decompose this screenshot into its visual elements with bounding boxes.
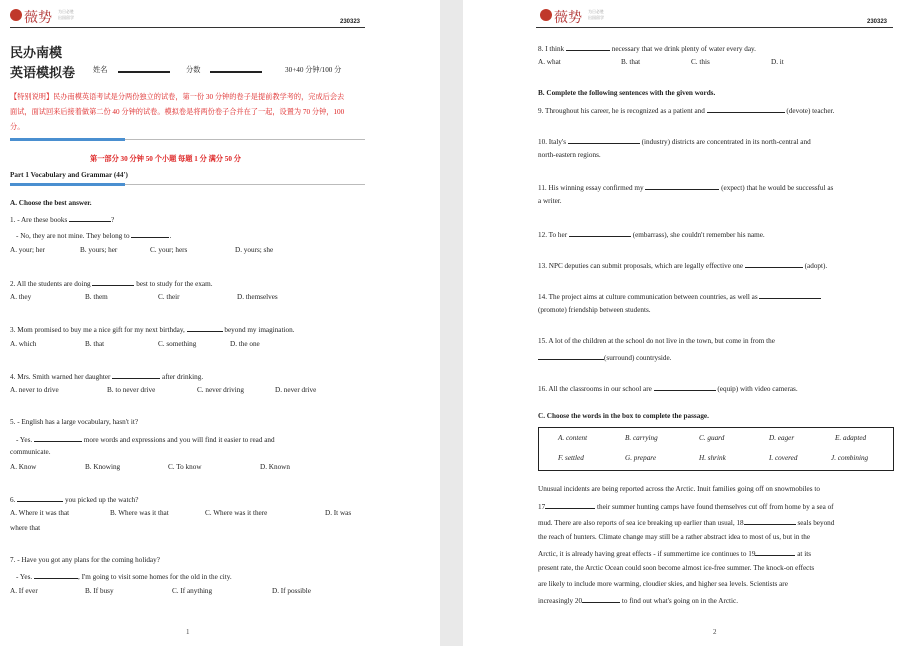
word-option-h: H. shrink: [699, 454, 726, 462]
question-13: 13. NPC deputies can submit proposals, which are legally effective one (adopt).: [538, 262, 828, 270]
subsection-c: C. Choose the words in the box to complete the passage.: [538, 412, 709, 420]
word-box: [538, 427, 894, 471]
q2-option-d: D. themselves: [237, 293, 278, 301]
question-7-reply: - Yes. , I'm going to visit some homes for the old in the city.: [16, 573, 232, 581]
q7-option-d: D. If possible: [272, 587, 311, 595]
word-option-e: E. adapted: [835, 434, 867, 442]
part-bar-track: [125, 184, 365, 185]
q6-option-d-cont: where that: [10, 524, 41, 532]
name-blank: [118, 71, 170, 73]
question-9: 9. Throughout his career, he is recognized as a patient and (devote) teacher.: [538, 107, 835, 115]
subsection-a: A. Choose the best answer.: [10, 199, 92, 207]
document-page-1: [0, 0, 440, 646]
q4-option-a: A. never to drive: [10, 386, 59, 394]
brand-subtitle-1b: 为日必胜: [588, 9, 604, 14]
word-option-b: B. carrying: [625, 434, 658, 442]
q8-option-c: C. this: [691, 58, 710, 66]
q7-option-b: B. If busy: [85, 587, 114, 595]
passage-line-4: the reach of hunters. Climate change may still be a rather abstract idea to most of us, but in the: [538, 533, 811, 541]
section-title: 第一部分 30 分钟 50 个小题 每题 1 分 满分 50 分: [90, 155, 241, 163]
question-14-line-2: (promote) friendship between students.: [538, 306, 651, 314]
question-1-stem: 1. - Are these books ?: [10, 216, 115, 224]
score-blank: [210, 71, 262, 73]
q3-option-d: D. the one: [230, 340, 260, 348]
question-11-line-2: a writer.: [538, 197, 562, 205]
question-16: 16. All the classrooms in our school are (equip) with video cameras.: [538, 385, 798, 393]
question-14-line-1: 14. The project aims at culture communication between countries, as well as: [538, 291, 821, 302]
q2-option-a: A. they: [10, 293, 32, 301]
q6-option-c: C. Where was it there: [205, 509, 268, 517]
document-code-2: 230323: [867, 19, 888, 25]
title-school: 民办南模: [10, 45, 63, 60]
brand-subtitle-1: 为日必胜: [58, 9, 74, 14]
q3-option-c: C. something: [158, 340, 197, 348]
progress-bar-accent: [10, 138, 125, 141]
page-number-1: 1: [186, 628, 190, 636]
progress-bar-track: [125, 139, 365, 140]
time-info: 30+40 分钟/100 分: [285, 66, 342, 74]
word-option-f: F. settled: [558, 454, 584, 462]
word-option-d: D. eager: [769, 434, 795, 442]
q1-option-b: B. yours; her: [80, 246, 118, 254]
q2-option-c: C. their: [158, 293, 180, 301]
document-code: 230323: [340, 19, 361, 25]
passage-line-2: 17 their summer hunting camps have found themselves cut off from home by a sea of: [538, 503, 834, 511]
notice-line-3: 分。: [10, 123, 25, 131]
q4-option-b: B. to never drive: [107, 386, 156, 394]
header-rule: [10, 27, 365, 28]
title-exam: 英语模拟卷: [10, 65, 76, 80]
q2-option-b: B. them: [85, 293, 108, 301]
question-7-stem: 7. - Have you got any plans for the coming holiday?: [10, 556, 160, 564]
brand-logo-text-2: 薇势: [554, 11, 582, 26]
question-5-stem: 5. - English has a large vocabulary, hasn't it?: [10, 418, 139, 426]
q6-option-a: A. Where it was that: [10, 509, 70, 517]
q4-option-d: D. never drive: [275, 386, 317, 394]
question-10-line-2: north-eastern regions.: [538, 151, 601, 159]
notice-line-1: 【特别说明】民办南模英语考试是分两份独立的试卷，第一份 30 分钟的卷子是提前教学考的，完成后会去: [10, 93, 345, 101]
q8-option-a: A. what: [538, 58, 561, 66]
question-1-reply: - No, they are not mine. They belong to .: [16, 232, 172, 240]
passage-line-6: present rate, the Arctic Ocean could soon become almost ice-free summer. The knock-on effects: [538, 564, 815, 572]
question-5-cont: communicate.: [10, 448, 51, 456]
q7-option-a: A. If ever: [10, 587, 38, 595]
brand-subtitle-2b: 出国留学: [588, 15, 604, 20]
question-4-stem: 4. Mrs. Smith warned her daughter after drinking.: [10, 373, 204, 381]
q8-option-b: B. that: [621, 58, 641, 66]
question-2-stem: 2. All the students are doing best to study for the exam.: [10, 280, 213, 288]
passage-line-3: mud. There are also reports of sea ice breaking up earlier than usual, 18 seals beyond: [538, 519, 835, 527]
q1-option-d: D. yours; she: [235, 246, 274, 254]
question-8-stem: 8. I think necessary that we drink plenty of water every day.: [538, 45, 756, 53]
q1-option-a: A. your; her: [10, 246, 45, 254]
page-number-2: 2: [713, 628, 717, 636]
question-15-line-1: 15. A lot of the children at the school do not live in the town, but come in from the: [538, 337, 775, 345]
subsection-b: B. Complete the following sentences with the given words.: [538, 89, 716, 97]
q8-option-d: D. it: [771, 58, 784, 66]
q1-option-c: C. your; hers: [150, 246, 188, 254]
word-option-i: I. covered: [769, 454, 798, 462]
word-option-a: A. content: [558, 434, 588, 442]
brand-logo-icon: [10, 9, 22, 21]
passage-line-7: are likely to include more warming, cloudier skies, and higher sea levels. Scientists are: [538, 580, 788, 588]
brand-subtitle-2: 出国留学: [58, 15, 74, 20]
q3-option-a: A. which: [10, 340, 37, 348]
q5-option-c: C. To know: [168, 463, 202, 471]
header-rule-2: [536, 27, 893, 28]
q5-option-b: B. Knowing: [85, 463, 121, 471]
brand-logo-icon-2: [540, 9, 552, 21]
q3-option-b: B. that: [85, 340, 105, 348]
passage-line-5: Arctic, it is already having great effects - if summertime ice continues to 19 at its: [538, 550, 811, 558]
part-title: Part 1 Vocabulary and Grammar (44'): [10, 171, 128, 179]
question-15-line-2: (surround) countryside.: [538, 352, 671, 363]
q6-option-b: B. Where was it that: [110, 509, 169, 517]
q4-option-c: C. never driving: [197, 386, 244, 394]
passage-line-8: increasingly 20 to find out what's going on in the Arctic.: [538, 597, 739, 605]
notice-line-2: 面试，面试回来后接着做第二份 40 分钟的试卷。模拟卷是将两份卷子合并在了一起，设置为 70 分钟，100: [10, 108, 345, 116]
q7-option-c: C. If anything: [172, 587, 213, 595]
part-bar-accent: [10, 183, 125, 186]
question-6-stem: 6. you picked up the watch?: [10, 496, 139, 504]
name-label: 姓名: [93, 66, 108, 74]
question-3-stem: 3. Mom promised to buy me a nice gift for my next birthday, beyond my imagination.: [10, 326, 295, 334]
brand-logo-text: 薇势: [24, 11, 52, 26]
document-page-2: [463, 0, 903, 646]
question-11-line-1: 11. His winning essay confirmed my (expect) that he would be successful as: [538, 184, 834, 192]
question-5-reply: - Yes. more words and expressions and you will find it easier to read and: [16, 436, 275, 444]
q5-option-a: A. Know: [10, 463, 37, 471]
score-label: 分数: [186, 66, 201, 74]
q6-option-d: D. It was: [325, 509, 352, 517]
passage-line-1: Unusual incidents are being reported across the Arctic. Inuit families going off on snowmobiles to: [538, 485, 820, 493]
word-option-g: G. prepare: [625, 454, 657, 462]
word-option-c: C. guard: [699, 434, 725, 442]
question-10-line-1: 10. Italy's (industry) districts are concentrated in its north-central and: [538, 138, 811, 146]
word-option-j: J. combining: [831, 454, 869, 462]
question-12: 12. To her (embarrass), she couldn't remember his name.: [538, 231, 765, 239]
q5-option-d: D. Known: [260, 463, 290, 471]
